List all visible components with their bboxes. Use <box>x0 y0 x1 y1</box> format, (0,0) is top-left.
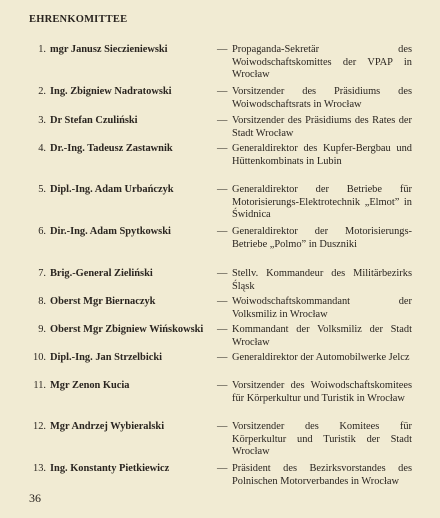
member-name: Dir.-Ing. Adam Spytkowski <box>50 226 171 237</box>
member-name: Dipl.-Ing. Adam Urbańczyk <box>50 184 174 195</box>
member-name: Brig.-General Zieliński <box>50 268 153 279</box>
member-role: Präsident des Bezirksvorstandes des Polnischen Motorverbandes in Wrocław <box>232 463 412 487</box>
member-name: Ing. Konstanty Pietkiewicz <box>50 463 170 474</box>
entry-number: 8. <box>38 296 46 307</box>
dash-separator: — <box>217 44 228 55</box>
entry-number: 13. <box>33 463 46 474</box>
page-number: 36 <box>29 491 41 505</box>
member-name: Dr Stefan Czuliński <box>50 115 138 126</box>
member-role: Woiwodschaftskommandant der Volksmiliz in Wrocław <box>232 296 412 320</box>
member-role: Propaganda-Sekretär des Woiwodschaftskomittes der VPAP in Wrocław <box>232 44 412 81</box>
member-name: mgr Janusz Sieczieniewski <box>50 44 168 55</box>
member-role: Generaldirektor der Motorisierungs-Betriebe „Polmo” in Duszniki <box>232 226 412 250</box>
entry-number: 5. <box>38 184 46 195</box>
member-name: Oberst Mgr Zbigniew Wińskowski <box>50 324 204 335</box>
member-role: Generaldirektor des Kupfer-Bergbau und Hüttenkombinats in Lubin <box>232 143 412 167</box>
entry-number: 11. <box>33 380 46 391</box>
entry-number: 9. <box>38 324 46 335</box>
member-role: Vorsitzender des Woiwodschaftskomitees für Körperkultur und Turistik in Wrocław <box>232 380 412 404</box>
entry-number: 6. <box>38 226 46 237</box>
dash-separator: — <box>217 86 228 97</box>
entry-number: 4. <box>38 143 46 154</box>
entry-number: 3. <box>38 115 46 126</box>
page-heading: EHRENKOMITTEE <box>29 14 128 25</box>
member-role: Generaldirektor der Automobilwerke Jelcz <box>232 352 410 363</box>
member-name: Dr.-Ing. Tadeusz Zastawnik <box>50 143 173 154</box>
dash-separator: — <box>217 380 228 391</box>
dash-separator: — <box>217 324 228 335</box>
member-role: Vorsitzender des Präsidiums des Woiwodschaftsrats in Wrocław <box>232 86 412 110</box>
entry-number: 12. <box>33 421 46 432</box>
entry-number: 10. <box>33 352 46 363</box>
member-name: Dipl.-Ing. Jan Strzelbicki <box>50 352 162 363</box>
entry-number: 1. <box>38 44 46 55</box>
dash-separator: — <box>217 143 228 154</box>
dash-separator: — <box>217 421 228 432</box>
member-name: Mgr Zenon Kucia <box>50 380 130 391</box>
dash-separator: — <box>217 296 228 307</box>
member-role: Stellv. Kommandeur des Militärbezirks Śląsk <box>232 268 412 292</box>
member-name: Mgr Andrzej Wybieralski <box>50 421 165 432</box>
dash-separator: — <box>217 184 228 195</box>
dash-separator: — <box>217 268 228 279</box>
dash-separator: — <box>217 226 228 237</box>
dash-separator: — <box>217 352 228 363</box>
entry-number: 2. <box>38 86 46 97</box>
entry-number: 7. <box>38 268 46 279</box>
dash-separator: — <box>217 463 228 474</box>
member-role: Vorsitzender des Präsidiums des Rates der Stadt Wrocław <box>232 115 412 139</box>
member-role: Vorsitzender des Komitees für Körperkultur und Turistik der Stadt Wrocław <box>232 421 412 458</box>
member-role: Kommandant der Volksmiliz der Stadt Wrocław <box>232 324 412 348</box>
member-name: Oberst Mgr Biernaczyk <box>50 296 156 307</box>
member-name: Ing. Zbigniew Nadratowski <box>50 86 172 97</box>
dash-separator: — <box>217 115 228 126</box>
member-role: Generaldirektor der Betriebe für Motorisierungs-Elektrotechnik „Elmot” in Świdnica <box>232 184 412 221</box>
